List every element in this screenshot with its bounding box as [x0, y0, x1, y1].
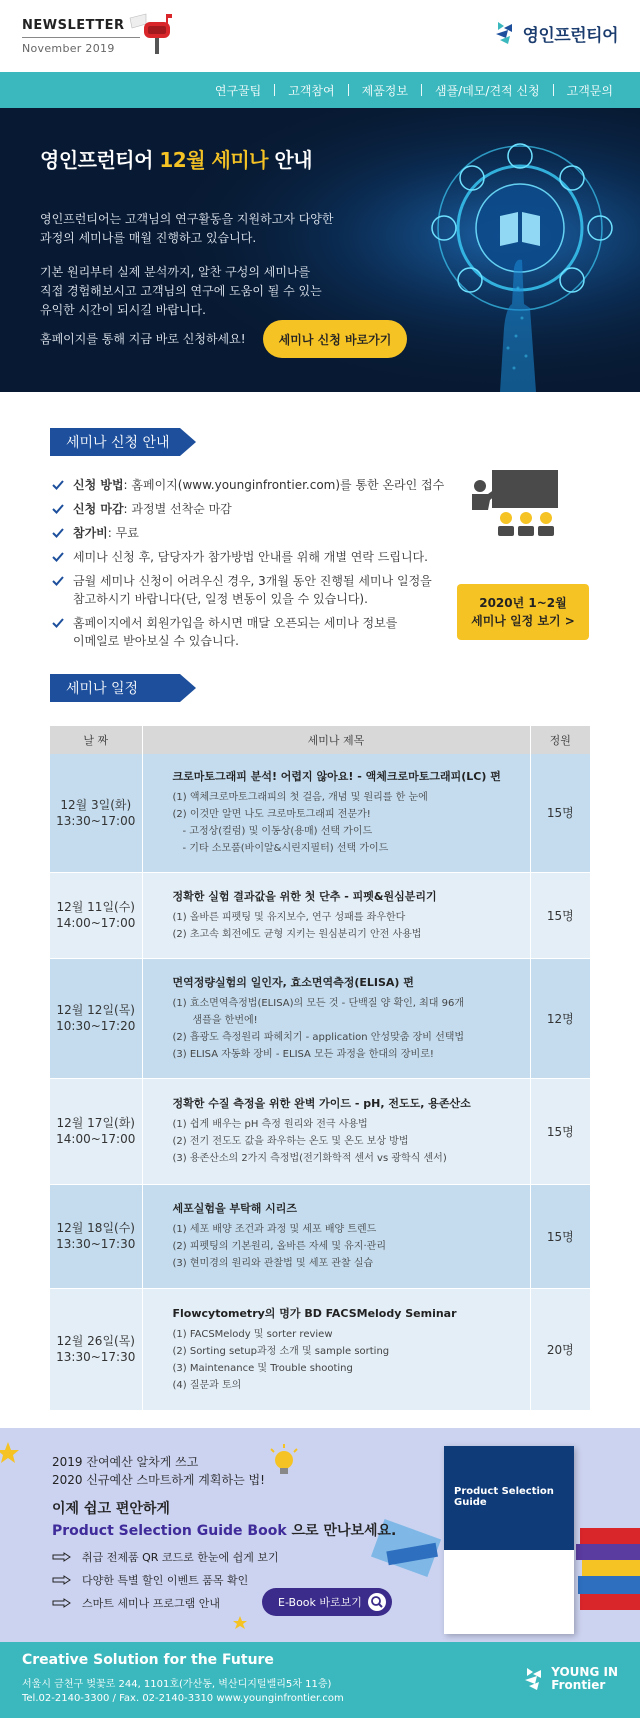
seminar-title-cell: 세포실험을 부탁해 시리즈 (1) 세포 배양 조건과 과정 및 세포 배양 트렌드 (2) 피펫팅의 기본원리, 올바른 자세 및 유지·관리 (3) 현미경의 원리와 관찰법 및 세포 관찰 실습 — [142, 1184, 530, 1288]
seminar-schedule-table — [50, 726, 590, 1411]
application-info-list — [52, 476, 452, 656]
table-row — [50, 1184, 590, 1288]
list-item: 취급 전제품 QR 코드로 한눈에 쉽게 보기 — [52, 1548, 279, 1565]
column-header-date: 날 짜 — [50, 726, 142, 754]
seminar-date: 12월 18일(수) 13:30~17:30 — [50, 1184, 142, 1288]
footer-address: 서울시 금천구 벚꽃로 244, 1101호(가산동, 벽산디지털밸리5차 11층) Tel.02-2140-3300 / Fax. 02-2140-3310 www.younginfrontier.com — [22, 1679, 344, 1704]
seminar-capacity: 20명 — [530, 1288, 590, 1410]
seminar-date: 12월 11일(수) 14:00~17:00 — [50, 872, 142, 958]
newsletter-label: NEWSLETTER — [22, 18, 125, 33]
top-nav — [0, 72, 640, 108]
list-item: 금월 세미나 신청이 어려우신 경우, 3개월 동안 진행될 세미나 일정을 참고하시기 바랍니다(단, 일정 변동이 있을 수 있습니다). — [52, 572, 432, 608]
list-item: 다양한 특별 할인 이벤트 품목 확인 — [52, 1571, 279, 1588]
logo-mark-icon — [494, 20, 516, 46]
promo-intro: 2019 잔여예산 알차게 쓰고 2020 신규예산 스마트하게 계획하는 법! — [52, 1455, 265, 1487]
footer-logo[interactable] — [523, 1666, 618, 1692]
table-row — [50, 958, 590, 1078]
seminar-date: 12월 12일(목) 10:30~17:20 — [50, 958, 142, 1078]
hero-banner — [0, 108, 640, 392]
seminar-title-cell: 정확한 실험 결과값을 위한 첫 단추 - 피펫&원심분리기 (1) 올바른 피펫팅 및 유지보수, 연구 성패를 좌우한다 (2) 초고속 회전에도 균형 지키는 원심분리기 안전 사용법 — [142, 872, 530, 958]
newsletter-date: November 2019 — [22, 42, 115, 55]
schedule-jan-feb-button[interactable]: 2020년 1~2월 세미나 일정 보기 > — [457, 584, 589, 640]
checkmark-icon — [52, 551, 64, 563]
section-title: 세미나 신청 안내 — [50, 428, 180, 456]
seminar-title-cell: Flowcytometry의 명가 BD FACSMelody Seminar (1) FACSMelody 및 sorter review (2) Sorting setup과정 소개 및 sample sorting (3) Maintenance 및 Trouble shooting (4) 질문과 토의 — [142, 1288, 530, 1410]
hero-cta-text: 홈페이지를 통해 지금 바로 신청하세요! — [40, 332, 246, 346]
footer-logo-text: YOUNG IN Frontier — [551, 1665, 618, 1692]
nav-product-info[interactable]: 제품정보 — [361, 83, 408, 98]
checkmark-icon — [52, 479, 64, 491]
promo-headline: 이제 쉽고 편안하게 Product Selection Guide Book 으로 만나보세요. — [52, 1501, 397, 1539]
product-guide-book-cover[interactable] — [444, 1446, 574, 1634]
list-item: 신청 마감: 과정별 선착순 마감 — [52, 500, 452, 518]
seminar-date: 12월 3일(화) 13:30~17:00 — [50, 754, 142, 872]
logo-mark-icon — [523, 1666, 545, 1692]
seminar-capacity: 15명 — [530, 754, 590, 872]
column-header-capacity: 정원 — [530, 726, 590, 754]
nav-research-tips[interactable]: 연구꿀팁 — [214, 83, 262, 98]
list-item: 신청 방법: 홈페이지(www.younginfrontier.com)를 통한 온라인 접수 — [52, 476, 452, 494]
pointing-hand-icon — [52, 1598, 72, 1608]
mailbox-icon — [124, 10, 174, 56]
product-guide-promo — [0, 1428, 640, 1642]
seminar-title-cell: 크로마토그래피 분석! 어렵지 않아요! - 액체크로마토그래피(LC) 편 (1) 액체크로마토그래피의 첫 걸음, 개념 및 원리를 한 눈에 (2) 이것만 알면 나도 크로마토그래피 전문가! - 고정상(컬럼) 및 이동상(용매) 선택 가이드 - 기타 소모품(바이알&시린지필터) 선택 가이드 — [142, 754, 530, 872]
seminar-capacity: 15명 — [530, 872, 590, 958]
seminar-date: 12월 26일(목) 13:30~17:30 — [50, 1288, 142, 1410]
pointing-hand-icon — [52, 1575, 72, 1585]
seminar-capacity: 12명 — [530, 958, 590, 1078]
hero-intro-paragraph: 영인프런티어는 고객님의 연구활동을 지원하고자 다양한 과정의 세미나를 매월 진행하고 있습니다. — [40, 212, 334, 245]
footer-slogan: Creative Solution for the Future — [22, 1652, 274, 1668]
table-row — [50, 1078, 590, 1184]
header-divider — [22, 37, 140, 38]
seminar-signup-button[interactable]: 세미나 신청 바로가기 — [263, 320, 407, 358]
table-row — [50, 1288, 590, 1410]
checkmark-icon — [52, 617, 64, 629]
seminar-title-cell: 면역정량실험의 일인자, 효소면역측정(ELISA) 편 (1) 효소면역측정법(ELISA)의 모든 것 - 단백질 양 확인, 최대 96개 샘플을 한번에! (2) 흡광도 측정원리 파헤치기 - application 안성맞춤 장비 선택법 (3) ELISA 자동화 장비 - ELISA 모든 과정을 한대의 장비로! — [142, 958, 530, 1078]
company-logo[interactable] — [494, 20, 618, 46]
checkmark-icon — [52, 527, 64, 539]
list-item: 참가비: 무료 — [52, 524, 452, 542]
table-row — [50, 872, 590, 958]
pointing-hand-icon — [52, 1552, 72, 1562]
table-row — [50, 754, 590, 872]
section-header-schedule — [50, 674, 196, 702]
section-title: 세미나 일정 — [50, 674, 180, 702]
hero-title: 영인프런티어 12월 세미나 안내 — [40, 148, 313, 172]
newsletter-header — [0, 0, 640, 72]
list-item: 스마트 세미나 프로그램 안내 — [52, 1594, 279, 1611]
seminar-title-cell: 정확한 수질 측정을 위한 완벽 가이드 - pH, 전도도, 용존산소 (1) 쉽게 배우는 pH 측정 원리와 전극 사용법 (2) 전기 전도도 값을 좌우하는 온도 및 온도 보상 방법 (3) 용존산소의 2가지 측정법(전기화학적 센서 vs 광학식 센서) — [142, 1078, 530, 1184]
seminar-date: 12월 17일(화) 14:00~17:00 — [50, 1078, 142, 1184]
column-header-title: 세미나 제목 — [142, 726, 530, 754]
section-header-application-info — [50, 428, 196, 456]
search-icon — [368, 1593, 386, 1611]
checkmark-icon — [52, 575, 64, 587]
promo-feature-list — [52, 1548, 279, 1617]
book-title: Product Selection Guide — [454, 1486, 554, 1508]
list-item: 세미나 신청 후, 담당자가 참가방법 안내를 위해 개별 연락 드립니다. — [52, 548, 452, 566]
nav-sample-demo-quote[interactable]: 샘플/데모/견적 신청 — [434, 83, 540, 98]
hero-description-paragraph: 기본 원리부터 실제 분석까지, 알찬 구성의 세미나를 직접 경험해보시고 고객님의 연구에 도움이 될 수 있는 유익한 시간이 되시길 바랍니다. — [40, 265, 322, 317]
seminar-lecture-icon — [466, 466, 566, 546]
nav-customer-participation[interactable]: 고객참여 — [288, 83, 335, 98]
list-item: 홈페이지에서 회원가입을 하시면 매달 오픈되는 세미나 정보를 이메일로 받아보실 수 있습니다. — [52, 614, 402, 650]
nav-customer-inquiry[interactable]: 고객문의 — [566, 83, 613, 98]
logo-text: 영인프런티어 — [522, 25, 618, 46]
ebook-view-button[interactable]: E-Book 바로보기 — [262, 1588, 392, 1616]
seminar-capacity: 15명 — [530, 1078, 590, 1184]
footer — [0, 1642, 640, 1718]
checkmark-icon — [52, 503, 64, 515]
seminar-capacity: 15명 — [530, 1184, 590, 1288]
